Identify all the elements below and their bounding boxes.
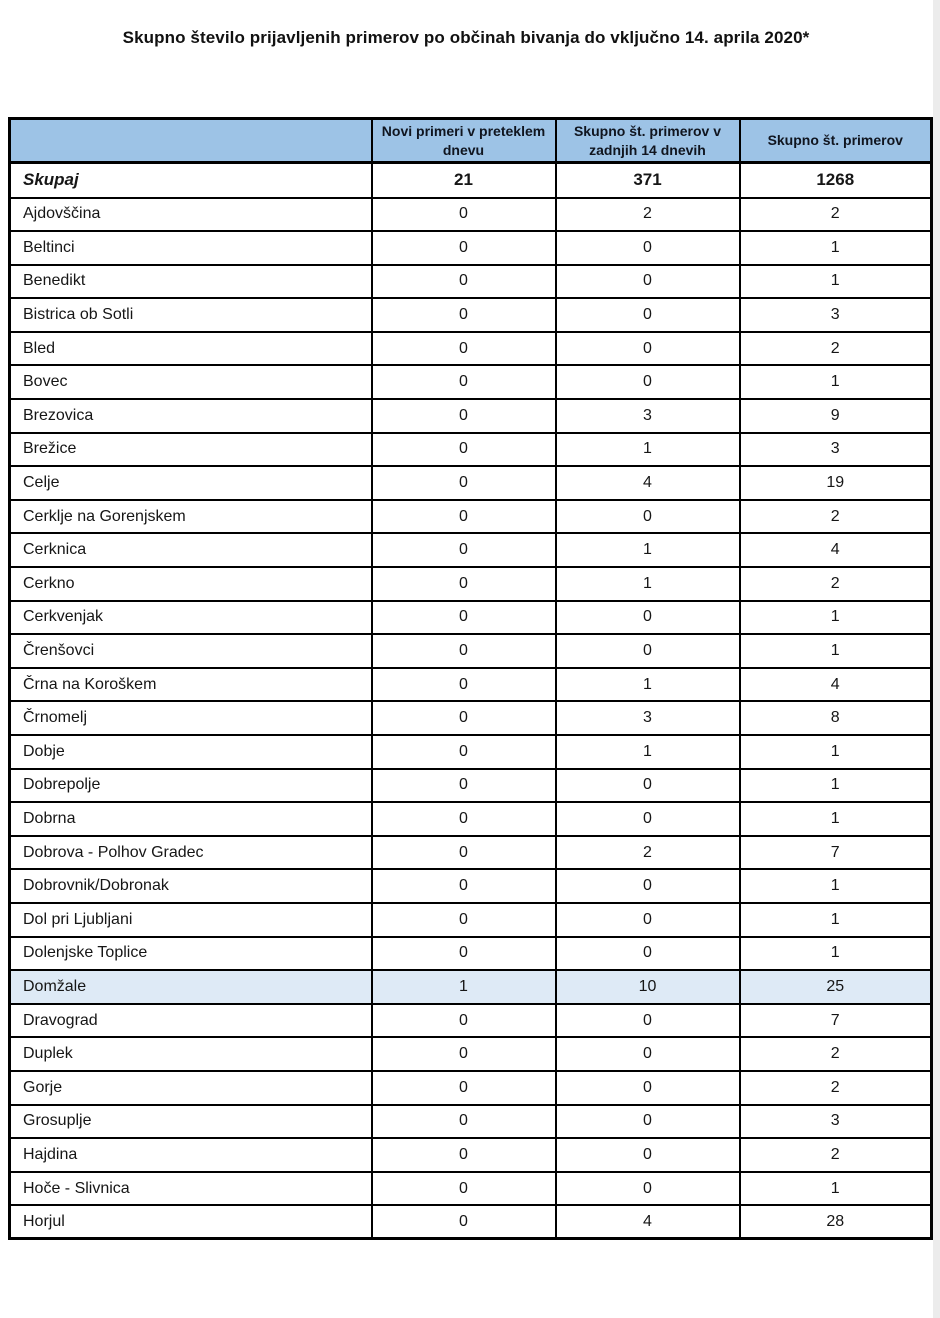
total-cases-value: 2 [740, 567, 932, 601]
total-cases-value: 2 [740, 1037, 932, 1071]
total-cases-value: 1 [740, 769, 932, 803]
cases-by-municipality-table [8, 117, 933, 1240]
table-row [10, 1004, 932, 1038]
municipality-name: Bled [10, 332, 372, 366]
total-cases-value: 1 [740, 735, 932, 769]
new-cases-value: 0 [372, 365, 556, 399]
municipality-name: Bovec [10, 365, 372, 399]
cases-14d-value: 0 [556, 1172, 740, 1206]
cases-14d-value: 0 [556, 903, 740, 937]
summary-label: Skupaj [10, 163, 372, 198]
new-cases-value: 0 [372, 836, 556, 870]
new-cases-value: 0 [372, 769, 556, 803]
cases-14d-value: 0 [556, 769, 740, 803]
total-cases-value: 8 [740, 701, 932, 735]
total-cases-value: 1 [740, 365, 932, 399]
table-row [10, 869, 932, 903]
table-row [10, 1205, 932, 1239]
total-cases-value: 2 [740, 332, 932, 366]
summary-14d-cases-value: 371 [556, 163, 740, 198]
total-cases-value: 4 [740, 668, 932, 702]
new-cases-value: 0 [372, 1004, 556, 1038]
table-row [10, 1172, 932, 1206]
municipality-name: Dobrna [10, 802, 372, 836]
cases-14d-value: 3 [556, 399, 740, 433]
new-cases-value: 0 [372, 332, 556, 366]
total-cases-value: 7 [740, 836, 932, 870]
table-row [10, 365, 932, 399]
new-cases-value: 0 [372, 668, 556, 702]
cases-14d-value: 0 [556, 332, 740, 366]
total-cases-value: 25 [740, 970, 932, 1004]
new-cases-value: 0 [372, 298, 556, 332]
new-cases-value: 0 [372, 265, 556, 299]
municipality-name: Črna na Koroškem [10, 668, 372, 702]
table-row [10, 634, 932, 668]
total-cases-value: 3 [740, 433, 932, 467]
table-row [10, 265, 932, 299]
new-cases-value: 0 [372, 802, 556, 836]
cases-14d-value: 0 [556, 231, 740, 265]
total-cases-value: 1 [740, 903, 932, 937]
new-cases-value: 0 [372, 869, 556, 903]
cases-14d-value: 4 [556, 466, 740, 500]
cases-14d-value: 1 [556, 433, 740, 467]
table-row [10, 937, 932, 971]
municipality-name: Brezovica [10, 399, 372, 433]
municipality-name: Dravograd [10, 1004, 372, 1038]
table-row [10, 399, 932, 433]
table-row [10, 231, 932, 265]
new-cases-value: 0 [372, 1205, 556, 1239]
total-cases-value: 2 [740, 500, 932, 534]
table-row [10, 601, 932, 635]
new-cases-value: 0 [372, 634, 556, 668]
cases-14d-value: 0 [556, 802, 740, 836]
total-cases-value: 1 [740, 802, 932, 836]
cases-14d-value: 0 [556, 1004, 740, 1038]
new-cases-value: 0 [372, 1105, 556, 1139]
new-cases-value: 0 [372, 433, 556, 467]
municipality-name: Bistrica ob Sotli [10, 298, 372, 332]
municipality-name: Domžale [10, 970, 372, 1004]
total-cases-value: 9 [740, 399, 932, 433]
municipality-name: Cerknica [10, 533, 372, 567]
table-row [10, 1105, 932, 1139]
total-cases-value: 1 [740, 231, 932, 265]
cases-14d-value: 0 [556, 500, 740, 534]
table-row [10, 332, 932, 366]
cases-14d-value: 1 [556, 735, 740, 769]
total-cases-value: 3 [740, 1105, 932, 1139]
new-cases-value: 0 [372, 500, 556, 534]
new-cases-value: 0 [372, 937, 556, 971]
new-cases-value: 0 [372, 1172, 556, 1206]
total-cases-value: 1 [740, 1172, 932, 1206]
cases-14d-value: 0 [556, 634, 740, 668]
new-cases-value: 0 [372, 903, 556, 937]
cases-14d-value: 2 [556, 836, 740, 870]
municipality-name: Grosuplje [10, 1105, 372, 1139]
header-new-cases-previous-day: Novi primeri v preteklem dnevu [372, 119, 556, 163]
cases-14d-value: 10 [556, 970, 740, 1004]
page-edge [933, 0, 940, 1318]
municipality-name: Črnomelj [10, 701, 372, 735]
municipality-name: Brežice [10, 433, 372, 467]
table-row [10, 1138, 932, 1172]
total-cases-value: 2 [740, 1138, 932, 1172]
new-cases-value: 0 [372, 1071, 556, 1105]
table-row [10, 567, 932, 601]
new-cases-value: 0 [372, 466, 556, 500]
table-row [10, 802, 932, 836]
table-row [10, 735, 932, 769]
municipality-name: Horjul [10, 1205, 372, 1239]
municipality-name: Gorje [10, 1071, 372, 1105]
cases-14d-value: 0 [556, 601, 740, 635]
page-title: Skupno število prijavljenih primerov po občinah bivanja do vključno 14. aprila 2020* [122, 28, 810, 47]
new-cases-value: 0 [372, 735, 556, 769]
table-row [10, 668, 932, 702]
table-row [10, 433, 932, 467]
table-row [10, 533, 932, 567]
new-cases-value: 0 [372, 231, 556, 265]
new-cases-value: 0 [372, 1138, 556, 1172]
cases-14d-value: 0 [556, 937, 740, 971]
municipality-name: Celje [10, 466, 372, 500]
new-cases-value: 0 [372, 533, 556, 567]
table-row [10, 769, 932, 803]
cases-14d-value: 0 [556, 1037, 740, 1071]
total-cases-value: 1 [740, 869, 932, 903]
header-total-cases: Skupno št. primerov [740, 119, 932, 163]
new-cases-value: 1 [372, 970, 556, 1004]
cases-14d-value: 0 [556, 1071, 740, 1105]
municipality-name: Dobrova - Polhov Gradec [10, 836, 372, 870]
cases-14d-value: 1 [556, 668, 740, 702]
total-cases-value: 1 [740, 634, 932, 668]
municipality-name: Cerkvenjak [10, 601, 372, 635]
municipality-name: Dolenjske Toplice [10, 937, 372, 971]
municipality-name: Ajdovščina [10, 198, 372, 232]
new-cases-value: 0 [372, 399, 556, 433]
total-cases-value: 2 [740, 198, 932, 232]
table-row [10, 298, 932, 332]
cases-14d-value: 0 [556, 298, 740, 332]
cases-14d-value: 3 [556, 701, 740, 735]
cases-14d-value: 0 [556, 1138, 740, 1172]
total-cases-value: 3 [740, 298, 932, 332]
table-row [10, 198, 932, 232]
municipality-name: Hoče - Slivnica [10, 1172, 372, 1206]
total-cases-value: 19 [740, 466, 932, 500]
header-total-cases-last-14-days: Skupno št. primerov v zadnjih 14 dnevih [556, 119, 740, 163]
summary-total-cases-value: 1268 [740, 163, 932, 198]
cases-14d-value: 4 [556, 1205, 740, 1239]
total-cases-value: 1 [740, 937, 932, 971]
municipality-name: Dobrepolje [10, 769, 372, 803]
summary-row [10, 163, 932, 198]
total-cases-value: 2 [740, 1071, 932, 1105]
cases-14d-value: 0 [556, 1105, 740, 1139]
new-cases-value: 0 [372, 198, 556, 232]
municipality-name: Benedikt [10, 265, 372, 299]
cases-14d-value: 1 [556, 533, 740, 567]
cases-14d-value: 0 [556, 869, 740, 903]
new-cases-value: 0 [372, 601, 556, 635]
municipality-name: Dobje [10, 735, 372, 769]
total-cases-value: 28 [740, 1205, 932, 1239]
table-row [10, 836, 932, 870]
table-row [10, 701, 932, 735]
table-row [10, 903, 932, 937]
municipality-name: Dobrovnik/Dobronak [10, 869, 372, 903]
total-cases-value: 7 [740, 1004, 932, 1038]
municipality-name: Duplek [10, 1037, 372, 1071]
municipality-name: Cerklje na Gorenjskem [10, 500, 372, 534]
table-header-row [10, 119, 932, 163]
table-row [10, 466, 932, 500]
total-cases-value: 1 [740, 601, 932, 635]
municipality-name: Črenšovci [10, 634, 372, 668]
summary-new-cases-value: 21 [372, 163, 556, 198]
new-cases-value: 0 [372, 701, 556, 735]
municipality-name: Beltinci [10, 231, 372, 265]
table-row [10, 500, 932, 534]
cases-14d-value: 1 [556, 567, 740, 601]
header-municipality [10, 119, 372, 163]
total-cases-value: 4 [740, 533, 932, 567]
table-row [10, 970, 932, 1004]
total-cases-value: 1 [740, 265, 932, 299]
municipality-name: Dol pri Ljubljani [10, 903, 372, 937]
cases-14d-value: 0 [556, 365, 740, 399]
municipality-name: Hajdina [10, 1138, 372, 1172]
cases-14d-value: 0 [556, 265, 740, 299]
new-cases-value: 0 [372, 567, 556, 601]
table-row [10, 1037, 932, 1071]
table-row [10, 1071, 932, 1105]
cases-14d-value: 2 [556, 198, 740, 232]
new-cases-value: 0 [372, 1037, 556, 1071]
municipality-name: Cerkno [10, 567, 372, 601]
